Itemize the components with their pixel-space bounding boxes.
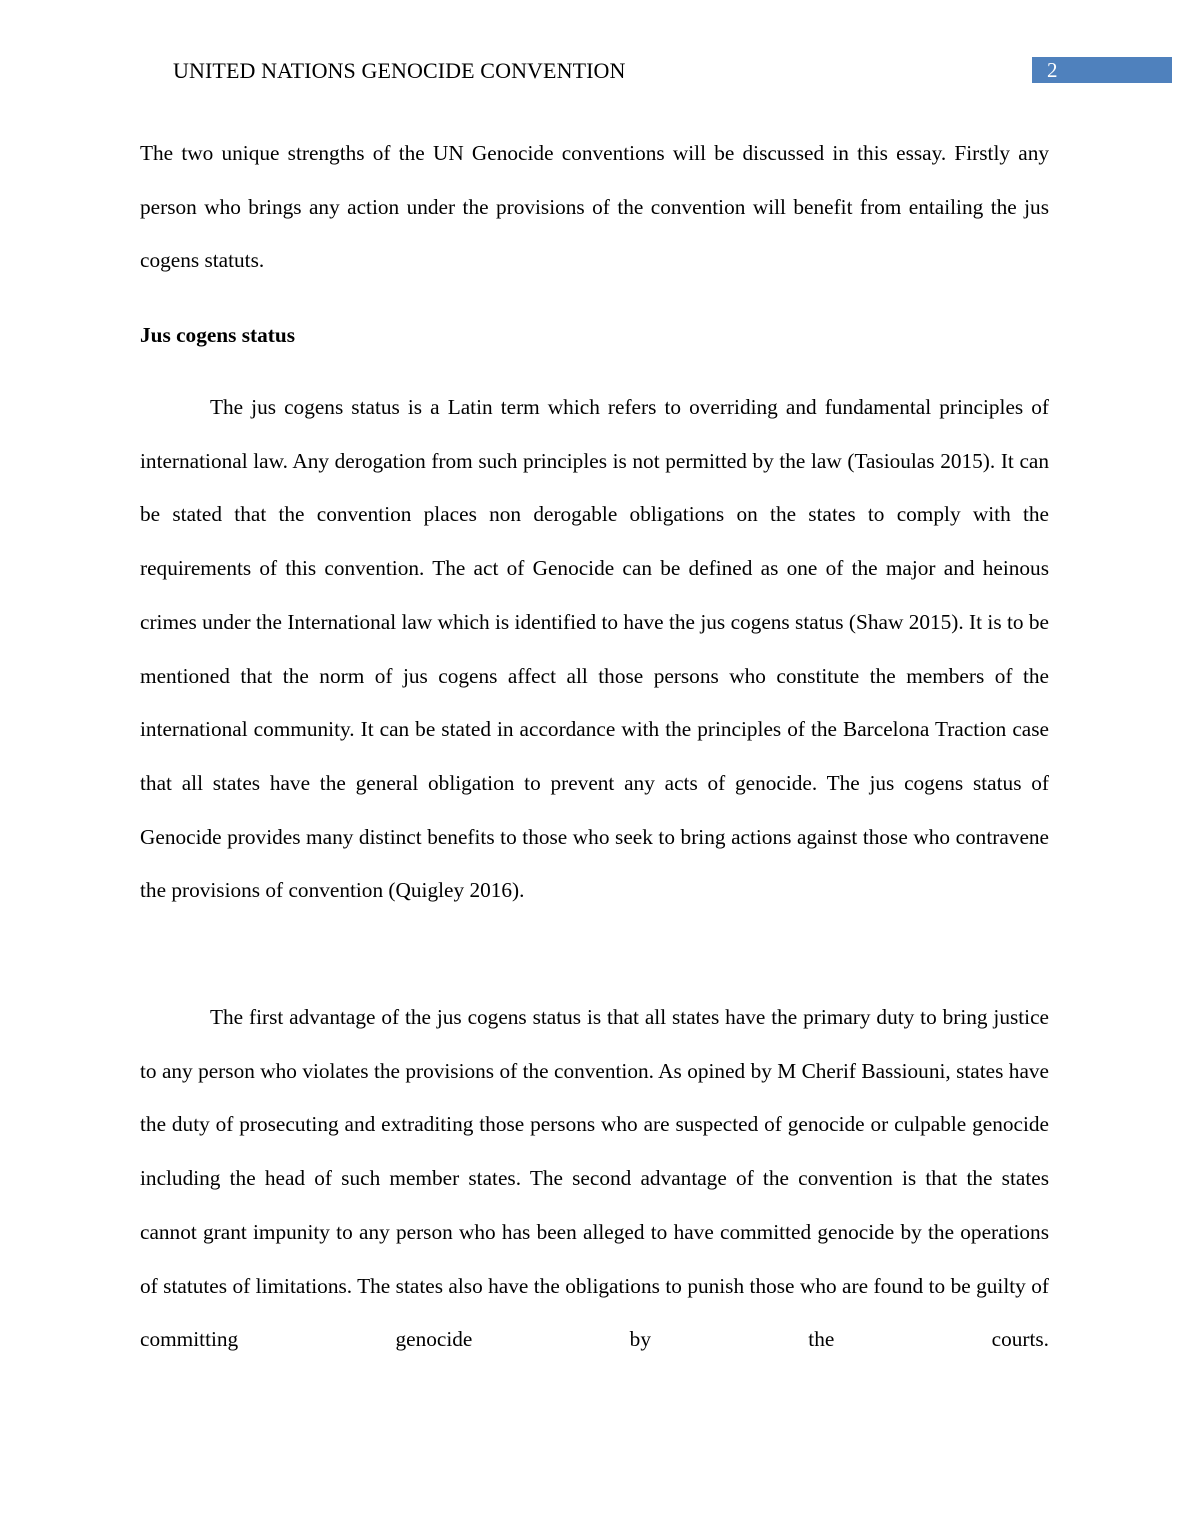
body-paragraph-2: The first advantage of the jus cogens status is that all states have the primary duty to bring justice to any person who violates the provisions of the convention. As opined by M Cherif Bassiouni, states have the duty of prosecuting and extraditing those persons who are suspected of genocide or culpable genocide including the head of such member states. The second advantage of the convention is that the states cannot grant impunity to any person who has been alleged to have committed genocide by the operations of statutes of limitations. The states also have the obligations to punish those who are found to be guilty of committing genocide by the courts. [140,1005,1049,1352]
page-number-badge [1032,57,1172,83]
section-heading: Jus cogens status [140,323,296,347]
running-header-title: UNITED NATIONS GENOCIDE CONVENTION [173,58,626,83]
page-number: 2 [1047,58,1058,82]
intro-paragraph: The two unique strengths of the UN Genocide conventions will be discussed in this essay. Firstly any person who brings any action under the provisions of the convention will benefit from entailing the jus cogens statuts. [140,141,1049,273]
body-paragraph-1: The jus cogens status is a Latin term which refers to overriding and fundamental principles of international law. Any derogation from such principles is not permitted by the law (Tasioulas 2015). It can be stated that the convention places non derogable obligations on the states to comply with the requirements of this convention. The act of Genocide can be defined as one of the major and heinous crimes under the International law which is identified to have the jus cogens status (Shaw 2015). It is to be mentioned that the norm of jus cogens affect all those persons who constitute the members of the international community. It can be stated in accordance with the principles of the Barcelona Traction case that all states have the general obligation to prevent any acts of genocide. The jus cogens status of Genocide provides many distinct benefits to those who seek to bring actions against those who contravene the provisions of convention (Quigley 2016). [140,395,1049,903]
